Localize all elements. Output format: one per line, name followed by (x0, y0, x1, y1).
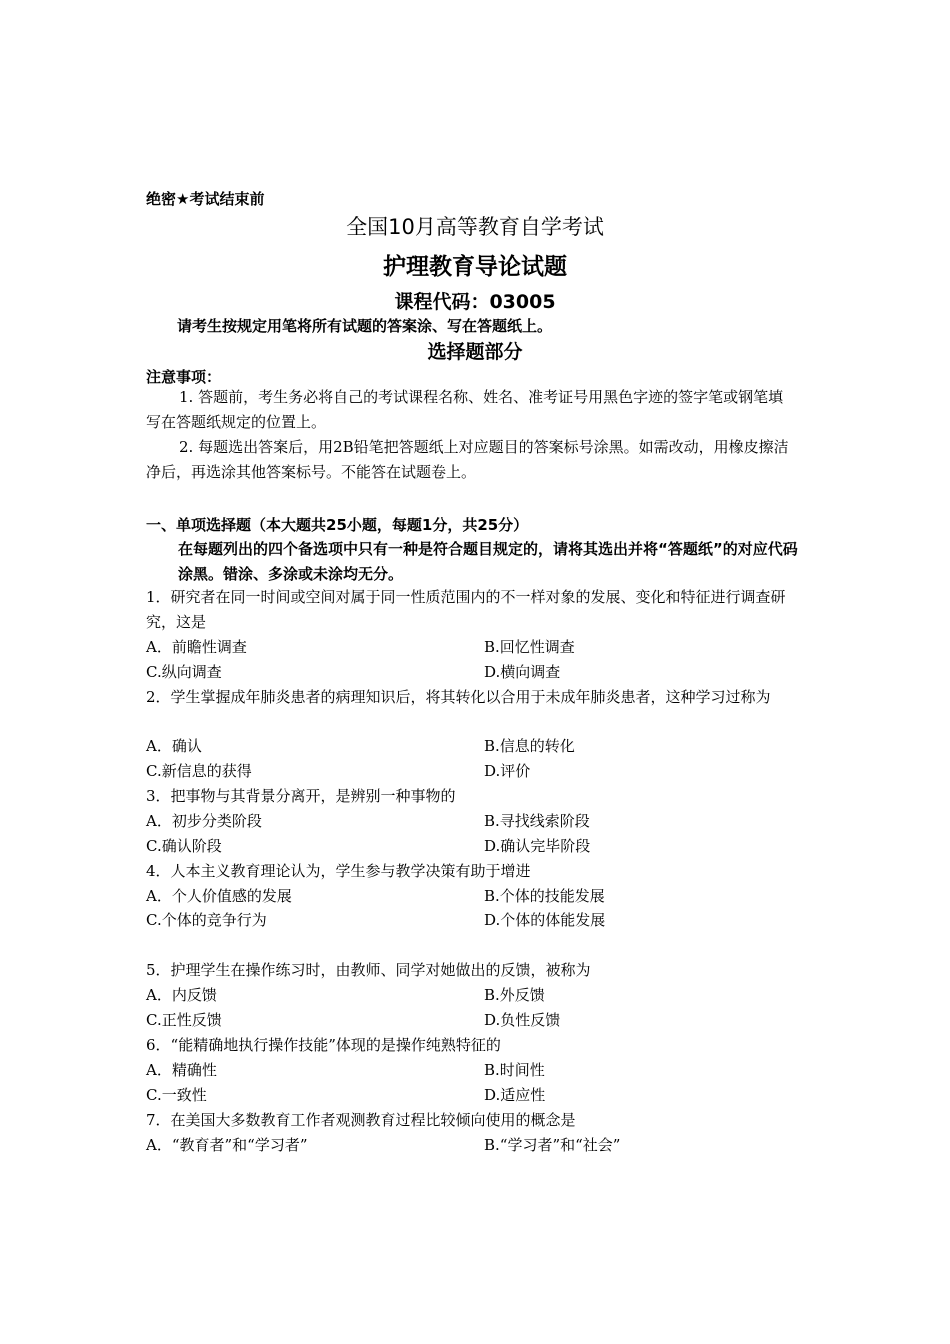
option: A．前瞻性调查 (146, 638, 247, 656)
option: A．“教育者”和“学习者” (146, 1136, 308, 1154)
option: B.寻找线索阶段 (484, 812, 590, 830)
option: C.正性反馈 (146, 1011, 222, 1029)
option: C.个体的竞争行为 (146, 911, 267, 929)
section-description: 在每题列出的四个备选项中只有一种是符合题目规定的，请将其选出并将“答题纸”的对应代码涂黑。错涂、多涂或未涂均无分。 (178, 540, 798, 583)
option: B.信息的转化 (484, 737, 575, 755)
option: B.外反馈 (484, 986, 545, 1004)
option: D.适应性 (484, 1086, 546, 1104)
option: C.纵向调查 (146, 663, 222, 681)
option: D.横向调查 (484, 663, 561, 681)
notice-item: 2. 每题选出答案后，用2B铅笔把答题纸上对应题目的答案标号涂黑。如需改动，用橡皮擦洁净后，再选涂其他答案标号。不能答在试题卷上。 (146, 438, 789, 481)
question-stem: 7．在美国大多数教育工作者观测教育过程比较倾向使用的概念是 (146, 1111, 576, 1129)
notice-item: 1. 答题前，考生务必将自己的考试课程名称、姓名、准考证号用黑色字迹的签字笔或钢笔填写在答题纸规定的位置上。 (146, 388, 784, 431)
option: D.负性反馈 (484, 1011, 561, 1029)
option: D.评价 (484, 762, 531, 780)
option: A．初步分类阶段 (146, 812, 262, 830)
option: D.个体的体能发展 (484, 911, 606, 929)
option: A．精确性 (146, 1061, 217, 1079)
option: A．内反馈 (146, 986, 217, 1004)
question-stem: 3．把事物与其背景分离开，是辨别一种事物的 (146, 787, 456, 805)
option: D.确认完毕阶段 (484, 837, 591, 855)
notice-title: 注意事项： (146, 368, 222, 386)
course-code: 课程代码：03005 (394, 291, 556, 313)
part-title: 选择题部分 (427, 341, 523, 363)
question-stem: 2．学生掌握成年肺炎患者的病理知识后，将其转化以合用于未成年肺炎患者，这种学习过称为 (146, 688, 771, 706)
question-stem: 4．人本主义教育理论认为，学生参与教学决策有助于增进 (146, 862, 531, 880)
secret-label: 绝密★考试结束前 (146, 190, 265, 208)
question-stem: 5．护理学生在操作练习时，由教师、同学对她做出的反馈，被称为 (146, 961, 591, 979)
option: B.回忆性调查 (484, 638, 575, 656)
option: B.个体的技能发展 (484, 887, 605, 905)
section-heading: 一、单项选择题（本大题共25小题，每题1分，共25分） (146, 516, 529, 534)
option: C.确认阶段 (146, 837, 222, 855)
option: A．确认 (146, 737, 202, 755)
option: B.时间性 (484, 1061, 545, 1079)
option: C.一致性 (146, 1086, 207, 1104)
option: A．个人价值感的发展 (146, 887, 292, 905)
option: C.新信息的获得 (146, 762, 252, 780)
question-stem: 6．“能精确地执行操作技能”体现的是操作纯熟特征的 (146, 1036, 501, 1054)
question-stem: 1．研究者在同一时间或空间对属于同一性质范围内的不一样对象的发展、变化和特征进行调查研究，这是 (146, 588, 786, 631)
answer-instruction: 请考生按规定用笔将所有试题的答案涂、写在答题纸上。 (177, 317, 553, 335)
option: B.“学习者”和“社会” (484, 1136, 621, 1154)
exam-name: 全国10月高等教育自学考试 (346, 215, 604, 239)
subject-title: 护理教育导论试题 (383, 254, 567, 280)
